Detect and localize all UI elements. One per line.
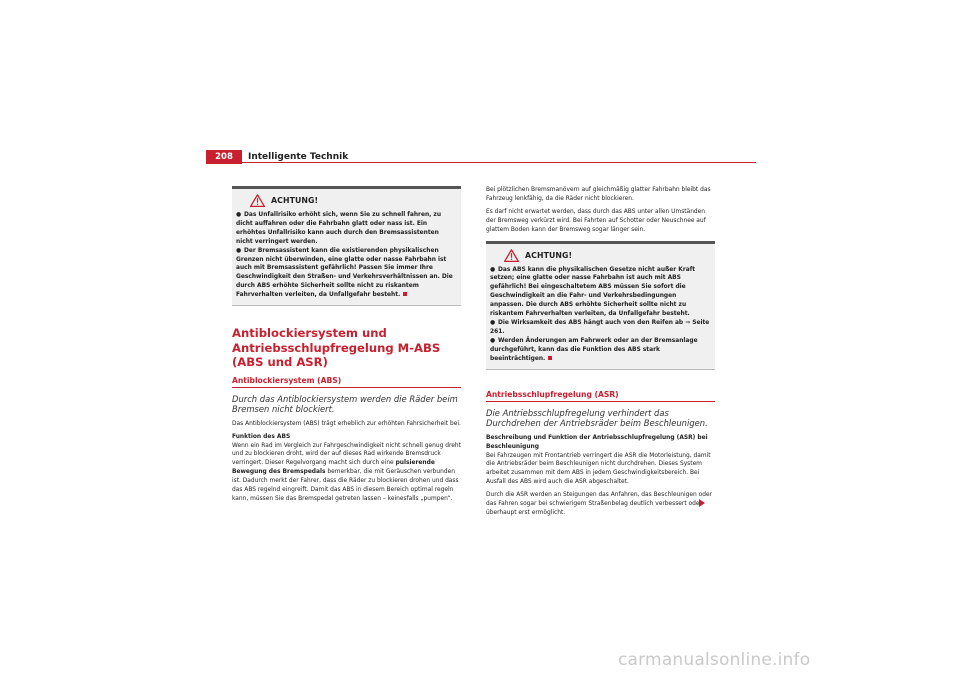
warning-item [236, 211, 457, 247]
warning-item [236, 247, 457, 300]
end-mark-icon [403, 292, 407, 296]
asr-description-heading: Beschreibung und Funktion der Antriebsschlupfregelung (ASR) bei Beschleunigung [486, 434, 708, 450]
lead-text-abs: Durch das Antiblockiersystem werden die Räder beim Bremsen nicht blockiert. [232, 393, 458, 415]
page-ref-arrow: ⇒ [685, 319, 691, 326]
warning-triangle-icon [250, 194, 265, 207]
warning-triangle-icon [504, 249, 519, 262]
warning-title: ACHTUNG! [271, 196, 319, 205]
bullet: ● [236, 247, 242, 254]
right-column [486, 186, 715, 522]
warning-title: ACHTUNG! [525, 250, 573, 260]
page-number: 208 [206, 150, 242, 164]
asr-description: Bei Fahrzeugen mit Frontantrieb verringert die ASR die Motorleistung, damit die Antriebsräder beim Beschleunigen nicht durchdrehen. Dieses System arbeitet zusammen mit dem ABS in jedem Geschwindigkeitsbereich. Bei Ausfall des ABS wird auch die ASR abgeschaltet. [486, 452, 711, 486]
warning-item-text: Das Unfallrisiko erhöht sich, wenn Sie zu schnell fahren, zu dicht auffahren oder die Fahrbahn glatt oder nass ist. Ein erhöhtes Unfallrisiko kann auch durch den Bremsassistenten nicht verringert werden. [236, 212, 442, 245]
warning-item [490, 266, 711, 319]
section-title: Antiblockiersystem und Antriebsschlupfregelung M-ABS (ABS und ASR) [232, 326, 441, 370]
left-column [232, 186, 461, 508]
lead-text-asr: Die Antriebsschlupfregelung verhindert das Durchdrehen der Antriebsräder beim Beschleunigen. [486, 407, 708, 429]
warning-item-text: Die Wirksamkeit des ABS hängt auch von den Reifen ab [498, 319, 684, 326]
chapter-title: Intelligente Technik [248, 152, 349, 162]
abs-paragraph-2: Es darf nicht erwartet werden, dass durch das ABS unter allen Umständen der Bremsweg verkürzt wird. Bei Fahrten auf Schotter oder Neuschnee auf glattem Boden kann der Bremsweg sogar länger sein. [486, 208, 706, 233]
warning-item-text: Der Bremsassistent kann die existierenden physikalischen Grenzen nicht überwinden, eine glatte oder nasse Fahrbahn ist auch mit Bremsassistent gefährlich! Passen Sie immer Ihre Geschwindigkeit den Straßen- und Verkehrsverhältnissen an. Die durch ABS erhöhte Sicherheit sollte nicht zu riskantem Fahrverhalten verleiten, da Unfallgefahr besteht. [236, 247, 453, 299]
function-text-2: bemerkbar, die mit Geräuschen verbunden ist. Dadurch merkt der Fahrer, dass die Räder zu blockieren drohen und dass das ABS regelnd eingreift. Damit das ABS in diesem Bereich optimal regeln kann, müssen Sie das Bremspedal getreten lassen – keinesfalls „pumpen“. [232, 469, 459, 502]
header-rule [206, 162, 756, 163]
watermark: carmanualsonline.info [618, 650, 811, 670]
warning-box [232, 186, 461, 306]
subsection-title-abs: Antiblockiersystem (ABS) [232, 376, 461, 388]
warning-box [486, 241, 715, 370]
page-reference-link[interactable]: Seite 261. [490, 319, 710, 335]
bullet: ● [236, 212, 242, 218]
asr-description-2: Durch die ASR werden an Steigungen das Anfahren, das Beschleunigen oder das Fahren sogar bei schwierigem Straßenbelag deutlich verbessert oder überhaupt erst ermöglicht. [486, 492, 713, 516]
warning-item [490, 337, 711, 364]
function-bold: pulsierende Bewegung des Bremspedals [232, 460, 435, 476]
subsection-title-asr: Antriebsschlupfregelung (ASR) [486, 390, 715, 402]
warning-header [250, 194, 457, 207]
function-paragraph [232, 442, 461, 504]
warning-item-text: Werden Änderungen am Fahrwerk oder an der Bremsanlage durchgeführt, kann das die Funktion des ABS stark beeinträchtigen. [490, 337, 698, 362]
continue-arrow-icon [699, 499, 705, 507]
warning-item-text: Das ABS kann die physikalischen Gesetze nicht außer Kraft setzen; eine glatte oder nasse Fahrbahn ist auch mit ABS gefährlich! Bei eingeschaltetem ABS müssen Sie sofort die Geschwindigkeit an die Fahr- und Verkehrsbedingungen anpassen. Die durch ABS erhöhte Sicherheit sollte nicht zu riskantem Fahrverhalten verleiten, da Unfallgefahr besteht. [490, 266, 696, 318]
bullet: ● [490, 337, 496, 344]
warning-item [490, 319, 711, 337]
bullet: ● [490, 266, 496, 273]
bullet: ● [490, 319, 496, 326]
end-mark-icon [548, 356, 552, 360]
function-heading: Funktion des ABS [232, 433, 291, 440]
abs-paragraph-1: Bei plötzlichen Bremsmanövern auf gleichmäßig glatter Fahrbahn bleibt das Fahrzeug lenkfähig, da die Räder nicht blockieren. [486, 187, 711, 202]
warning-header [504, 249, 711, 262]
function-text-1: Wenn ein Rad im Vergleich zur Fahrgeschwindigkeit nicht schnell genug dreht und zu blockieren droht, wird der auf dieses Rad wirkende Bremsdruck verringert. Dieser Regelvorgang macht sich durch eine [232, 442, 461, 467]
abs-intro: Das Antiblockiersystem (ABS) trägt erheblich zur erhöhten Fahrsicherheit bei. [232, 420, 461, 427]
